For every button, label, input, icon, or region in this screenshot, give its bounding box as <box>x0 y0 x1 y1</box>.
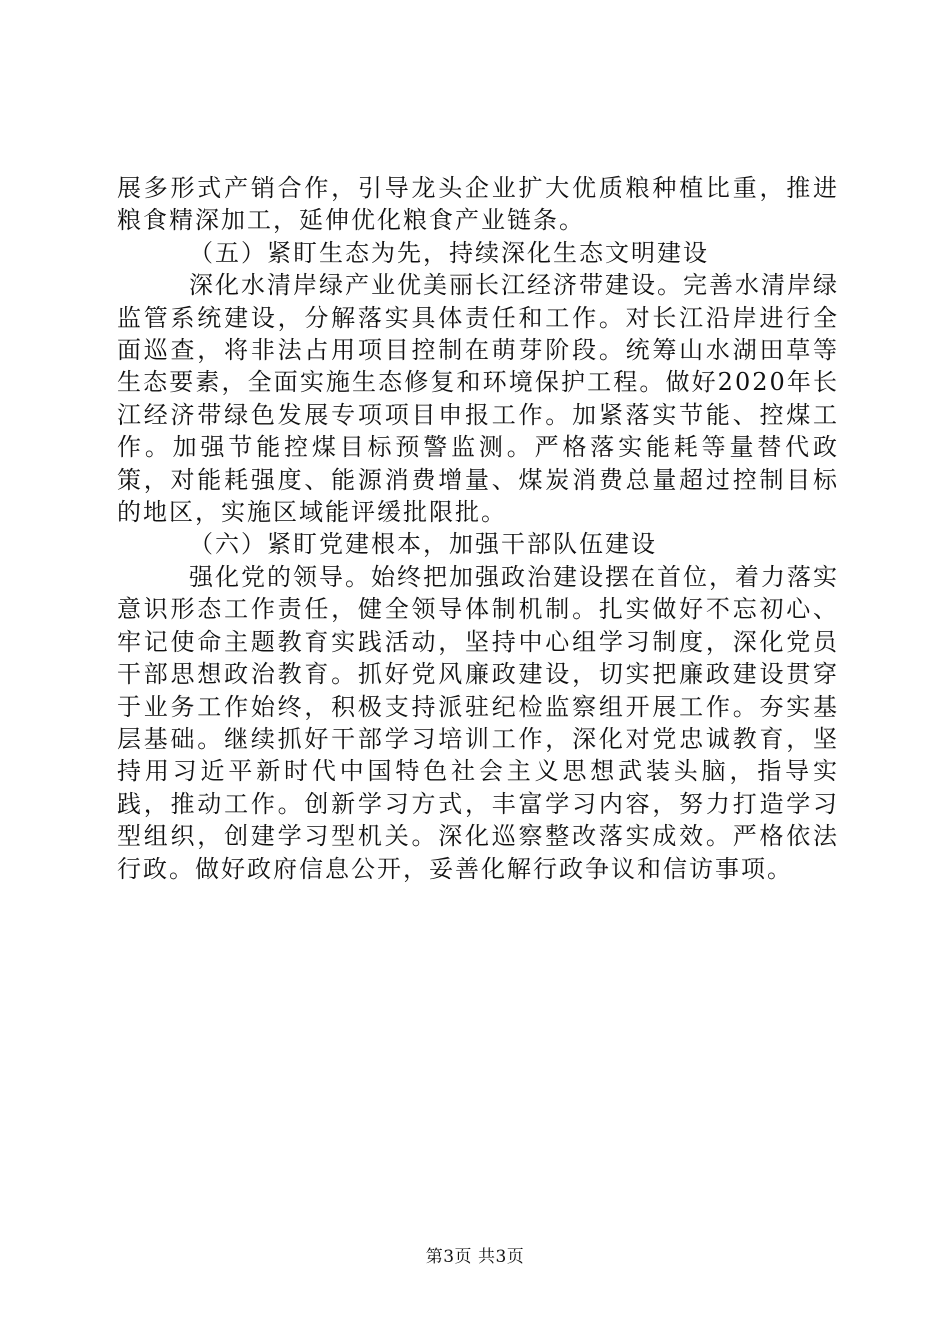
section-heading-party-building: （六）紧盯党建根本，加强干部队伍建设 <box>189 530 657 559</box>
paragraph-ecology: 深化水清岸绿产业优美丽长江经济带建设。完善水清岸绿监管系统建设，分解落实具体责任和工作。对长江沿岸进行全面巡查，将非法占用项目控制在萌芽阶段。统筹山水湖田草等生态要素，全面实施生态修复和环境保护工程。做好2020年长江经济带绿色发展专项项目申报工作。加紧落实节能、控煤工作。加强节能控煤目标预警监测。严格落实能耗等量替代政策，对能耗强度、能源消费增量、煤炭消费总量超过控制目标的地区，实施区域能评缓批限批。 <box>117 271 839 527</box>
paragraph-party-building: 强化党的领导。始终把加强政治建设摆在首位，着力落实意识形态工作责任，健全领导体制机制。扎实做好不忘初心、牢记使命主题教育实践活动，坚持中心组学习制度，深化党员干部思想政治教育。抓好党风廉政建设，切实把廉政建设贯穿于业务工作始终，积极支持派驻纪检监察组开展工作。夯实基层基础。继续抓好干部学习培训工作，深化对党忠诚教育，坚持用习近平新时代中国特色社会主义思想武装头脑，指导实践，推动工作。创新学习方式，丰富学习内容，努力打造学习型组织，创建学习型机关。深化巡察整改落实成效。严格依法行政。做好政府信息公开，妥善化解行政争议和信访事项。 <box>117 562 839 883</box>
page-number-footer: 第3页 共3页 <box>425 1247 525 1267</box>
section-heading-ecology: （五）紧盯生态为先，持续深化生态文明建设 <box>189 238 709 267</box>
paragraph-grain-industry: 展多形式产销合作，引导龙头企业扩大优质粮种植比重，推进粮食精深加工，延伸优化粮食产业链条。 <box>117 174 839 235</box>
document-body <box>117 172 839 885</box>
